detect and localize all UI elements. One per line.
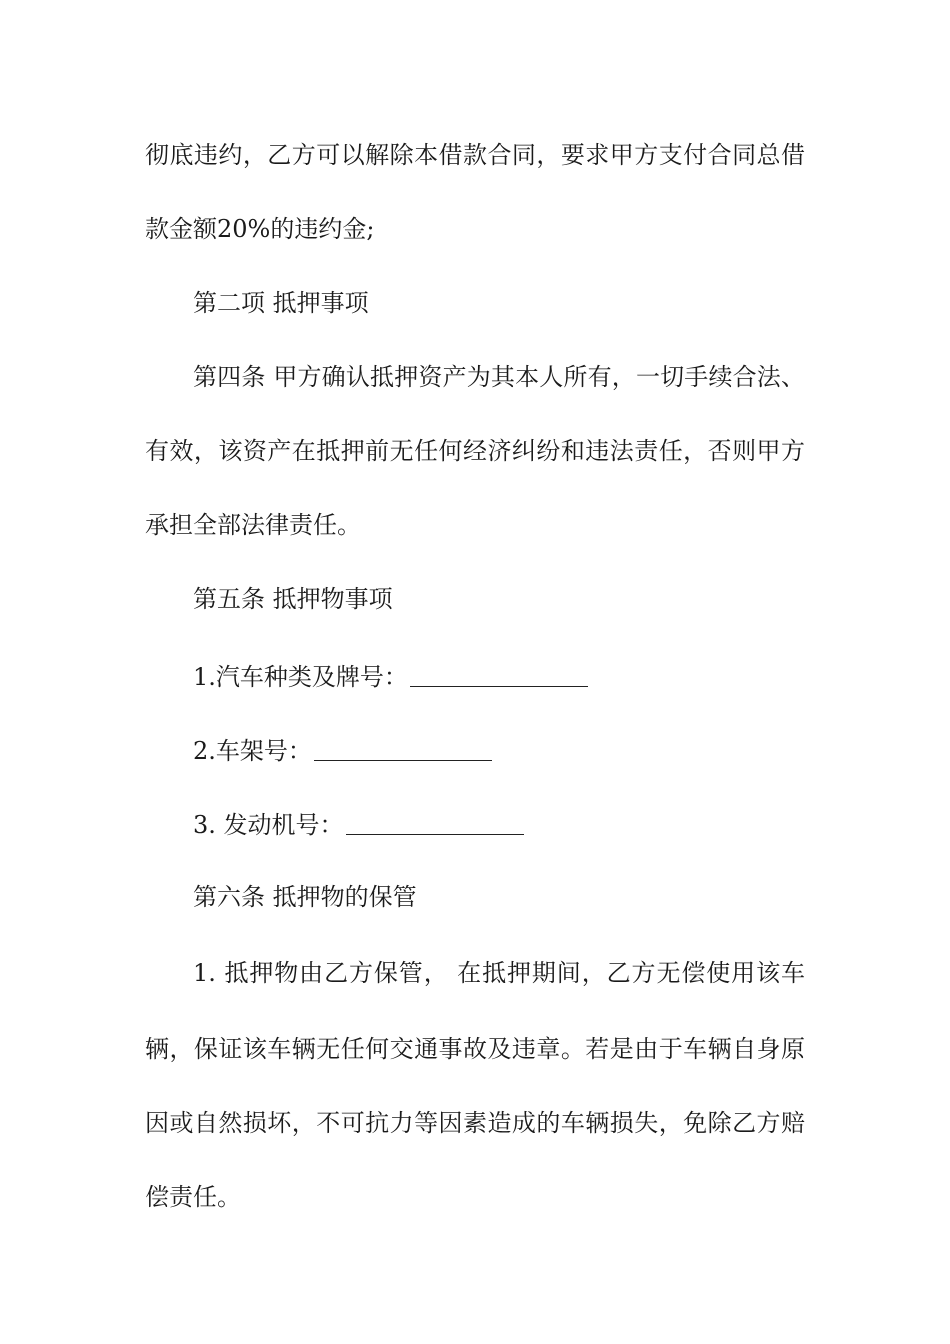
field-line-vehicle-type — [193, 657, 805, 697]
section-heading: 第二项 抵押事项 — [193, 289, 369, 317]
article-heading: 第四条 甲方确认抵押资产为其本人所有，一切手续合法、 — [193, 363, 805, 391]
article-heading: 第六条 抵押物的保管 — [193, 883, 417, 911]
field-line-engine-number — [193, 805, 805, 845]
paragraph-line: 承担全部法律责任。 — [145, 511, 361, 539]
paragraph-line: 1. 抵押物由乙方保管， 在抵押期间，乙方无偿使用该车 — [193, 959, 805, 987]
paragraph-line: 因或自然损坏，不可抗力等因素造成的车辆损失，免除乙方赔 — [145, 1109, 805, 1137]
paragraph-line: 偿责任。 — [145, 1183, 241, 1211]
paragraph-line: 款金额20%的违约金; — [145, 215, 375, 243]
field-label: 2.车架号： — [193, 737, 312, 765]
field-label: 3. 发动机号： — [193, 811, 344, 839]
field-label: 1.汽车种类及牌号： — [193, 663, 408, 691]
paragraph-line: 彻底违约，乙方可以解除本借款合同，要求甲方支付合同总借 — [145, 141, 805, 169]
field-line-chassis-number — [193, 731, 805, 771]
paragraph-line: 有效，该资产在抵押前无任何经济纠纷和违法责任，否则甲方 — [145, 437, 805, 465]
blank-field-engine-number[interactable] — [346, 810, 524, 835]
article-heading: 第五条 抵押物事项 — [193, 585, 393, 613]
blank-field-chassis-number[interactable] — [314, 736, 492, 761]
paragraph-line: 辆，保证该车辆无任何交通事故及违章。若是由于车辆自身原 — [145, 1035, 805, 1063]
blank-field-vehicle-type[interactable] — [410, 662, 588, 687]
